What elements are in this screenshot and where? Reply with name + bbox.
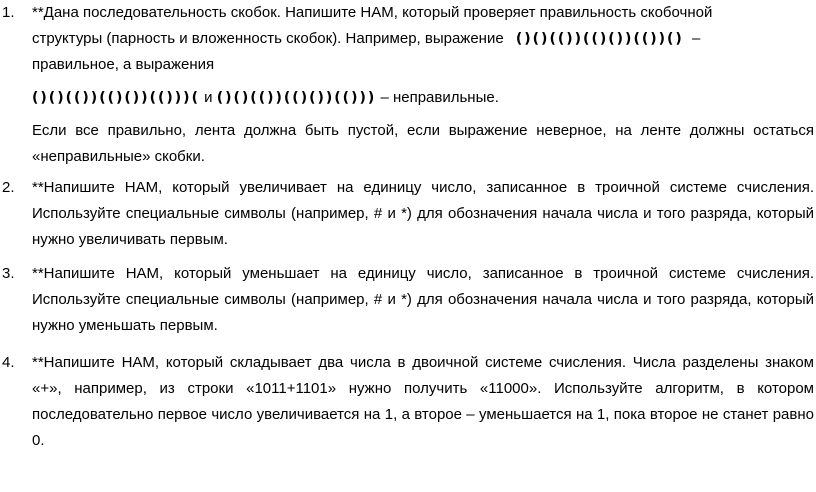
task-text: **Напишите НАМ, который складывает два числа в двоичной системе счисления. Числа разделены знаком «+», например, из строки «1011+1101» нужно получить «11000». Используйте алгоритм, в котором последовательно первое число увеличивается на 1, а второе – уменьшается на 1, пока второе не станет равно 0. — [32, 354, 814, 449]
text-line — [32, 0, 814, 26]
text-run: и — [204, 89, 213, 106]
bracket-expression: ()()(())(()())(())() — [515, 31, 684, 47]
task-note: Если все правильно, лента должна быть пустой, если выражение неверное, на ленте должны остаться «неправильные» скобки. — [32, 122, 814, 165]
text-line — [32, 26, 814, 52]
text-run: – — [692, 30, 701, 47]
task-text: **Напишите НАМ, который увеличивает на единицу число, записанное в троичной системе счисления. Используйте специальные символы (например, # и *) для обозначения начала числа и того разряда, который нужно увеличивать первым. — [32, 179, 814, 248]
text-run: **Дана последовательность скобок. Напишите НАМ, который проверяет правильность скобочной — [32, 4, 713, 21]
task-number: 1. — [2, 4, 15, 21]
text-line — [32, 52, 814, 78]
task-number: 2. — [2, 179, 15, 196]
bracket-expression: ()()(())(()())(()))( — [32, 90, 200, 106]
text-run: – неправильные. — [380, 89, 499, 106]
text-run: структуры (парность и вложенность скобок). Например, выражение — [32, 30, 504, 47]
text-line — [32, 85, 814, 111]
task-text — [32, 0, 814, 170]
task-number: 4. — [2, 354, 15, 371]
text-run: правильное, а выражения — [32, 56, 215, 73]
task-text: **Напишите НАМ, который уменьшает на единицу число, записанное в троичной системе счисления. Используйте специальные символы (например, # и *) для обозначения начала числа и того разряда, который нужно уменьшать первым. — [32, 265, 814, 334]
task-number: 3. — [2, 265, 15, 282]
bracket-expression: ()()(())(()())(())) — [216, 90, 377, 106]
